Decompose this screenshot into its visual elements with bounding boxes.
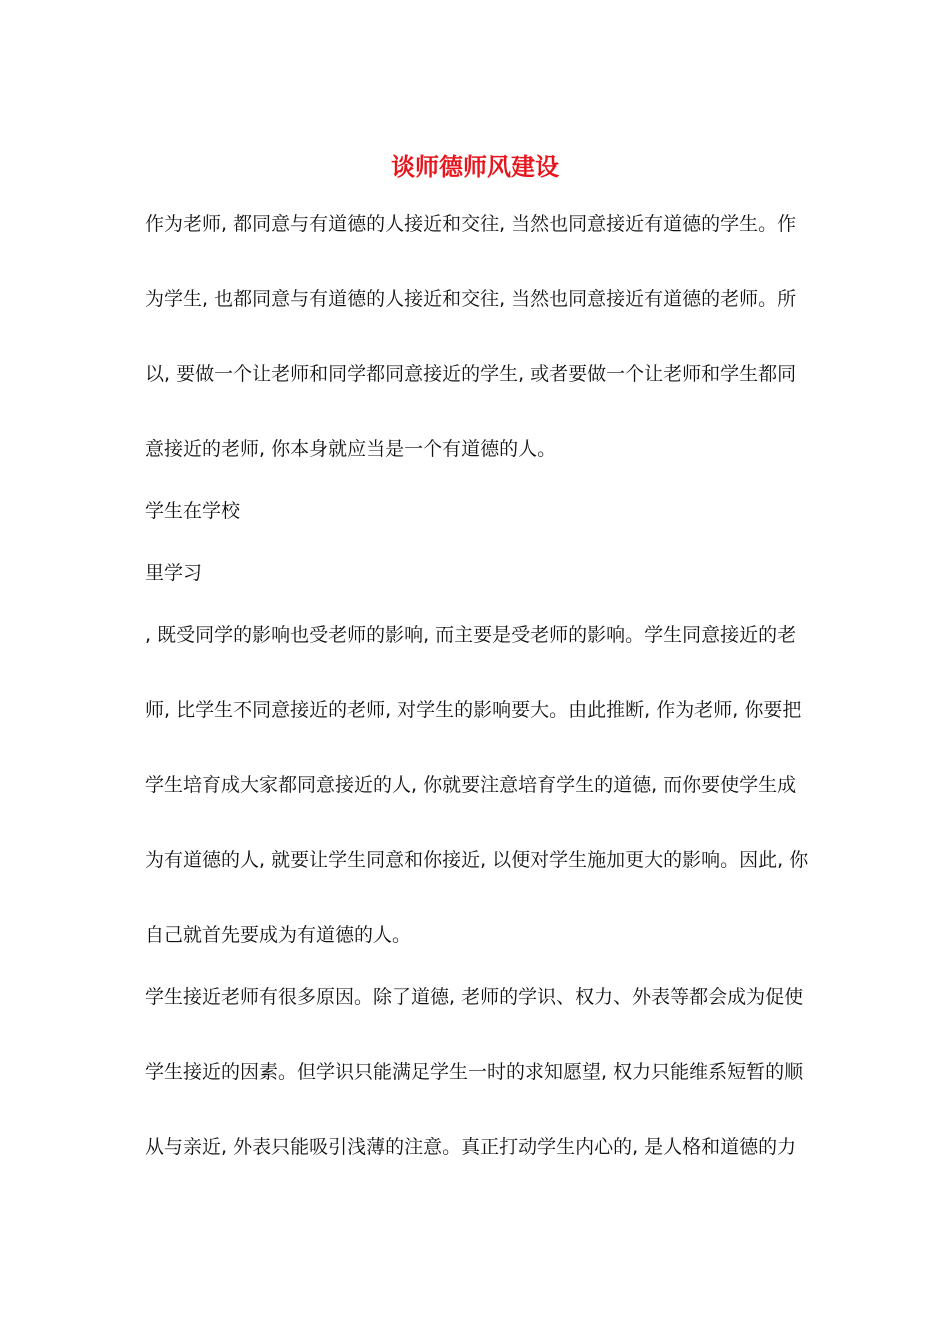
body-line: 学生培育成大家都同意接近的人, 你就要注意培育学生的道德, 而你要使学生成 — [145, 774, 797, 796]
body-line: 意接近的老师, 你本身就应当是一个有道德的人。 — [145, 438, 557, 460]
body-line: 学生接近的因素。但学识只能满足学生一时的求知愿望, 权力只能维系短暂的顺 — [145, 1061, 804, 1083]
body-line: 里学习 — [145, 562, 203, 584]
body-line: 为有道德的人, 就要让学生同意和你接近, 以便对学生施加更大的影响。因此, 你 — [145, 849, 809, 871]
body-line: 从与亲近, 外表只能吸引浅薄的注意。真正打动学生内心的, 是人格和道德的力 — [145, 1136, 797, 1158]
body-line: 以, 要做一个让老师和同学都同意接近的学生, 或者要做一个让老师和学生都同 — [145, 363, 797, 385]
body-line: 师, 比学生不同意接近的老师, 对学生的影响要大。由此推断, 作为老师, 你要把 — [145, 699, 802, 721]
document-title: 谈师德师风建设 — [391, 152, 559, 181]
body-line: 为学生, 也都同意与有道德的人接近和交往, 当然也同意接近有道德的老师。所 — [145, 288, 797, 310]
body-line: 作为老师, 都同意与有道德的人接近和交往, 当然也同意接近有道德的学生。作 — [145, 213, 797, 235]
body-line: 学生在学校 — [145, 500, 241, 522]
body-line: , 既受同学的影响也受老师的影响, 而主要是受老师的影响。学生同意接近的老 — [145, 624, 797, 646]
body-line: 学生接近老师有很多原因。除了道德, 老师的学识、权力、外表等都会成为促使 — [145, 986, 804, 1008]
body-line: 自己就首先要成为有道德的人。 — [145, 924, 412, 946]
